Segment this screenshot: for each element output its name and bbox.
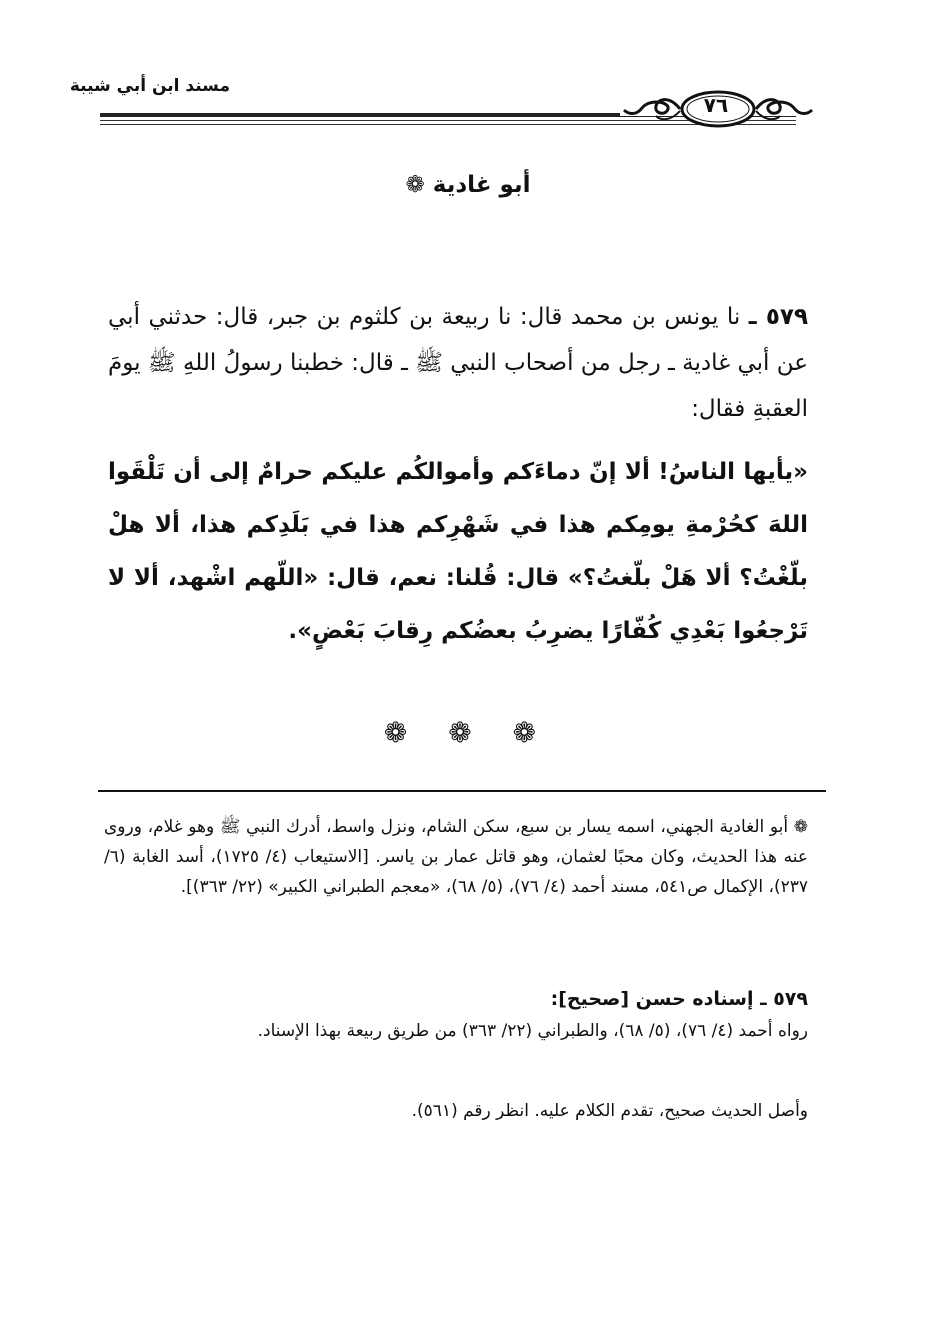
takhrij-text: رواه أحمد (٤/ ٧٦)، (٥/ ٦٨)، والطبراني (٢٢/ ٣٦٣) من طريق ربيعة بهذا الإسناد.: [257, 1021, 808, 1041]
hadith-isnad: [108, 294, 808, 432]
section-end-ornament: ❁ ❁ ❁: [383, 716, 553, 749]
takhrij-note: وأصل الحديث صحيح، تقدم الكلام عليه. انظر رقم (٥٦١).: [411, 1101, 808, 1121]
footnote-biography: ❁ أبو الغادية الجهني، اسمه يسار بن سبع، سكن الشام، ونزل واسط، أدرك النبي ﷺ وهو غلام، وروى عنه هذا الحديث، وكان محبًا لعثمان، وهو قاتل عمار بن ياسر. [الاستيعاب (٤/ ١٧٢٥)، أسد الغابة (٦/ ٢٣٧)، الإكمال ص٥٤١، مسند أحمد (٤/ ٧٦)، (٥/ ٦٨)، «معجم الطبراني الكبير» (٢٢/ ٣٦٣)].: [104, 817, 808, 897]
hadith-intro-text: نا يونس بن محمد قال: نا ربيعة بن كلثوم بن جبر، قال: حدثني أبي عن أبي غادية ـ رجل من أصحاب النبي ﷺ ـ قال: خطبنا رسولُ اللهِ ﷺ يومَ العقبةِ فقال:: [108, 304, 808, 422]
chapter-heading: أبو غادية ❁: [405, 172, 531, 198]
takhrij-heading: ٥٧٩ ـ إسناده حسن [صحيح]:: [550, 988, 808, 1010]
book-title: مسند ابن أبي شيبة: [69, 76, 230, 96]
footnote-divider: [98, 790, 826, 792]
hadith-text: «يأيها الناسُ! ألا إنّ دماءَكم وأموالكُم عليكم حرامٌ إلى أن تَلْقَوا اللهَ كحُرْمةِ يومِكم هذا في شَهْرِكم هذا في بَلَدِكم هذا، ألا هلْ بلّغْتُ؟ ألا هَلْ بلّغتُ؟» قال: قُلنا: نعم، قال: «اللّهم اشْهد، ألا لا تَرْجعُوا بَعْدِي كُفّارًا يضرِبُ بعضُكم رِقابَ بَعْضٍ».: [108, 459, 808, 644]
hadith-number: ٥٧٩ ـ: [748, 304, 808, 330]
page-number: ٧٦: [703, 93, 729, 117]
